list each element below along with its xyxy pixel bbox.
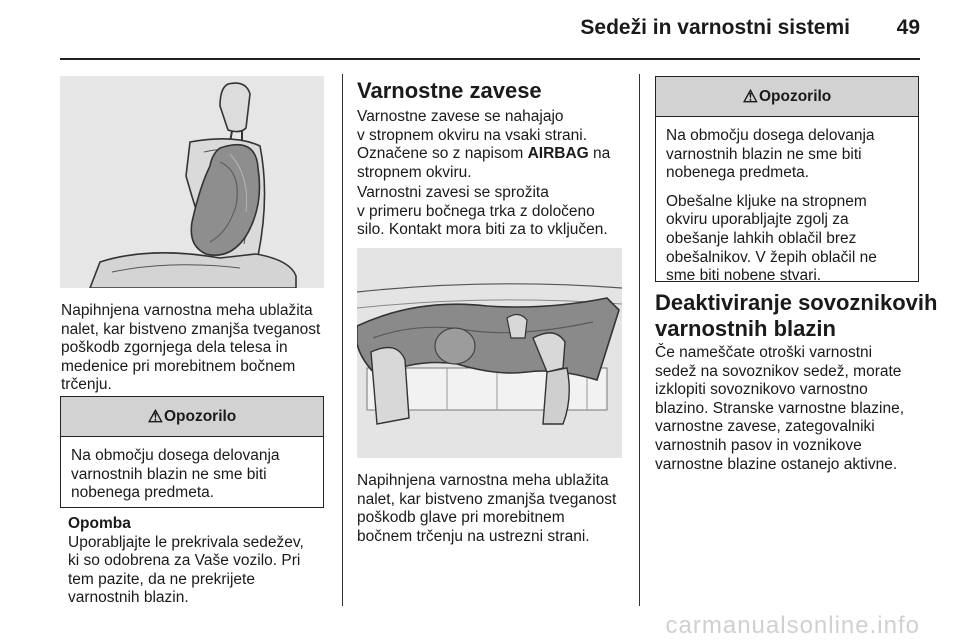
warning-line: obešanje lahkih oblačil brez (666, 229, 857, 247)
warning-body (656, 117, 918, 296)
warning-line: obešalnikov. V žepih oblačil ne (666, 248, 877, 266)
caption-line: medenice pri morebitnem bočnem (61, 357, 296, 375)
warning-line: sme biti nobene stvari. (666, 267, 822, 285)
warning-title: Opozorilo (163, 407, 237, 425)
warning-paragraph (666, 127, 908, 183)
paragraph-line: blazino. Stranske varnostne blazine, (655, 399, 905, 417)
curtains-paragraph-2 (357, 184, 635, 240)
paragraph-text: Označene so z napisom (357, 145, 528, 163)
caption-line: Napihnjena varnostna meha ublažita (61, 302, 313, 319)
warning-line: Na območju dosega delovanja (71, 447, 280, 464)
note-line: Uporabljajte le prekrivala sedežev, (68, 533, 304, 551)
warning-line: nobenega predmeta. (71, 484, 215, 502)
caption-line: poškodb glave pri morebitnem (357, 509, 565, 527)
page-number: 49 (896, 16, 920, 39)
paragraph-line: izklopiti sovoznikovo varnostno (655, 381, 868, 399)
warning-box (655, 76, 919, 285)
paragraph-line: sedež na sovoznikov sedež, morate (655, 362, 902, 380)
caption-line: nalet, kar bistveno zmanjša tveganost (61, 320, 321, 338)
paragraph-line: varnostne blazine ostanejo aktivne. (655, 455, 898, 473)
paragraph-line (357, 145, 635, 164)
warning-paragraph (666, 193, 908, 286)
watermark: carmanualsonline.info (665, 612, 920, 639)
warning-header (61, 397, 323, 437)
paragraph-line: stropnem okviru. (357, 163, 472, 181)
paragraph-line: silo. Kontakt mora biti za to vključen. (357, 221, 608, 239)
heading-line: Deaktiviranje sovoznikovih (655, 290, 938, 315)
header-rule (60, 58, 920, 60)
warning-line: Na območju dosega delovanja (666, 127, 875, 144)
curtains-paragraph-1 (357, 108, 635, 182)
section-heading-deactivation (655, 290, 937, 342)
paragraph-line: Če nameščate otroški varnostni (655, 344, 873, 361)
warning-line: okviru uporabljajte zgolj za (666, 211, 849, 229)
caption-line: nalet, kar bistveno zmanjša tveganost (357, 490, 617, 508)
note-line: ki so odobrena za Vaše vozilo. Pri (68, 552, 301, 570)
paragraph-line: Varnostni zavesi se sprožita (357, 184, 549, 201)
note-block (68, 515, 338, 608)
note-title: Opomba (68, 515, 131, 532)
warning-body (61, 437, 323, 513)
warning-line: varnostnih blazin ne sme biti (666, 145, 862, 163)
warning-box (60, 396, 324, 508)
warning-triangle-icon: ⚠ (147, 406, 163, 426)
paragraph-line: varnostne zavese, zategovalniki (655, 418, 875, 436)
heading-line: varnostnih blazin (655, 316, 836, 341)
deactivation-paragraph (655, 344, 925, 474)
warning-line: nobenega predmeta. (666, 164, 810, 182)
caption-line: poškodb zgornjega dela telesa in (61, 339, 288, 357)
paragraph-line: varnostnih pasov in voznikove (655, 436, 862, 454)
caption-line: trčenju. (61, 376, 112, 394)
column-divider (639, 74, 640, 606)
paragraph-line: Varnostne zavese se nahajajo (357, 108, 564, 125)
note-line: varnostnih blazin. (68, 589, 189, 607)
warning-header (656, 77, 918, 117)
airbag-label: AIRBAG (527, 145, 589, 163)
warning-title: Opozorilo (758, 87, 832, 105)
note-line: tem pazite, da ne prekrijete (68, 570, 255, 588)
warning-line: varnostnih blazin ne sme biti (71, 465, 267, 483)
paragraph-text: na (588, 145, 611, 163)
paragraph-line: v primeru bočnega trka z določeno (357, 202, 595, 220)
caption-line: bočnem trčenju na ustrezni strani. (357, 527, 590, 545)
caption-line: Napihnjena varnostna meha ublažita (357, 472, 609, 489)
section-heading-curtains: Varnostne zavese (357, 78, 542, 103)
warning-line: Obešalne kljuke na stropnem (666, 192, 867, 210)
paragraph-line: v stropnem okviru na vsaki strani. (357, 126, 588, 144)
page-running-title: Sedeži in varnostni sistemi (580, 16, 850, 39)
seat-side-airbag-illustration (60, 76, 324, 288)
curtain-airbag-caption (357, 472, 635, 546)
column-divider (342, 74, 343, 606)
seat-airbag-caption (61, 302, 339, 395)
warning-triangle-icon: ⚠ (742, 86, 758, 106)
curtain-airbag-illustration (357, 248, 622, 458)
